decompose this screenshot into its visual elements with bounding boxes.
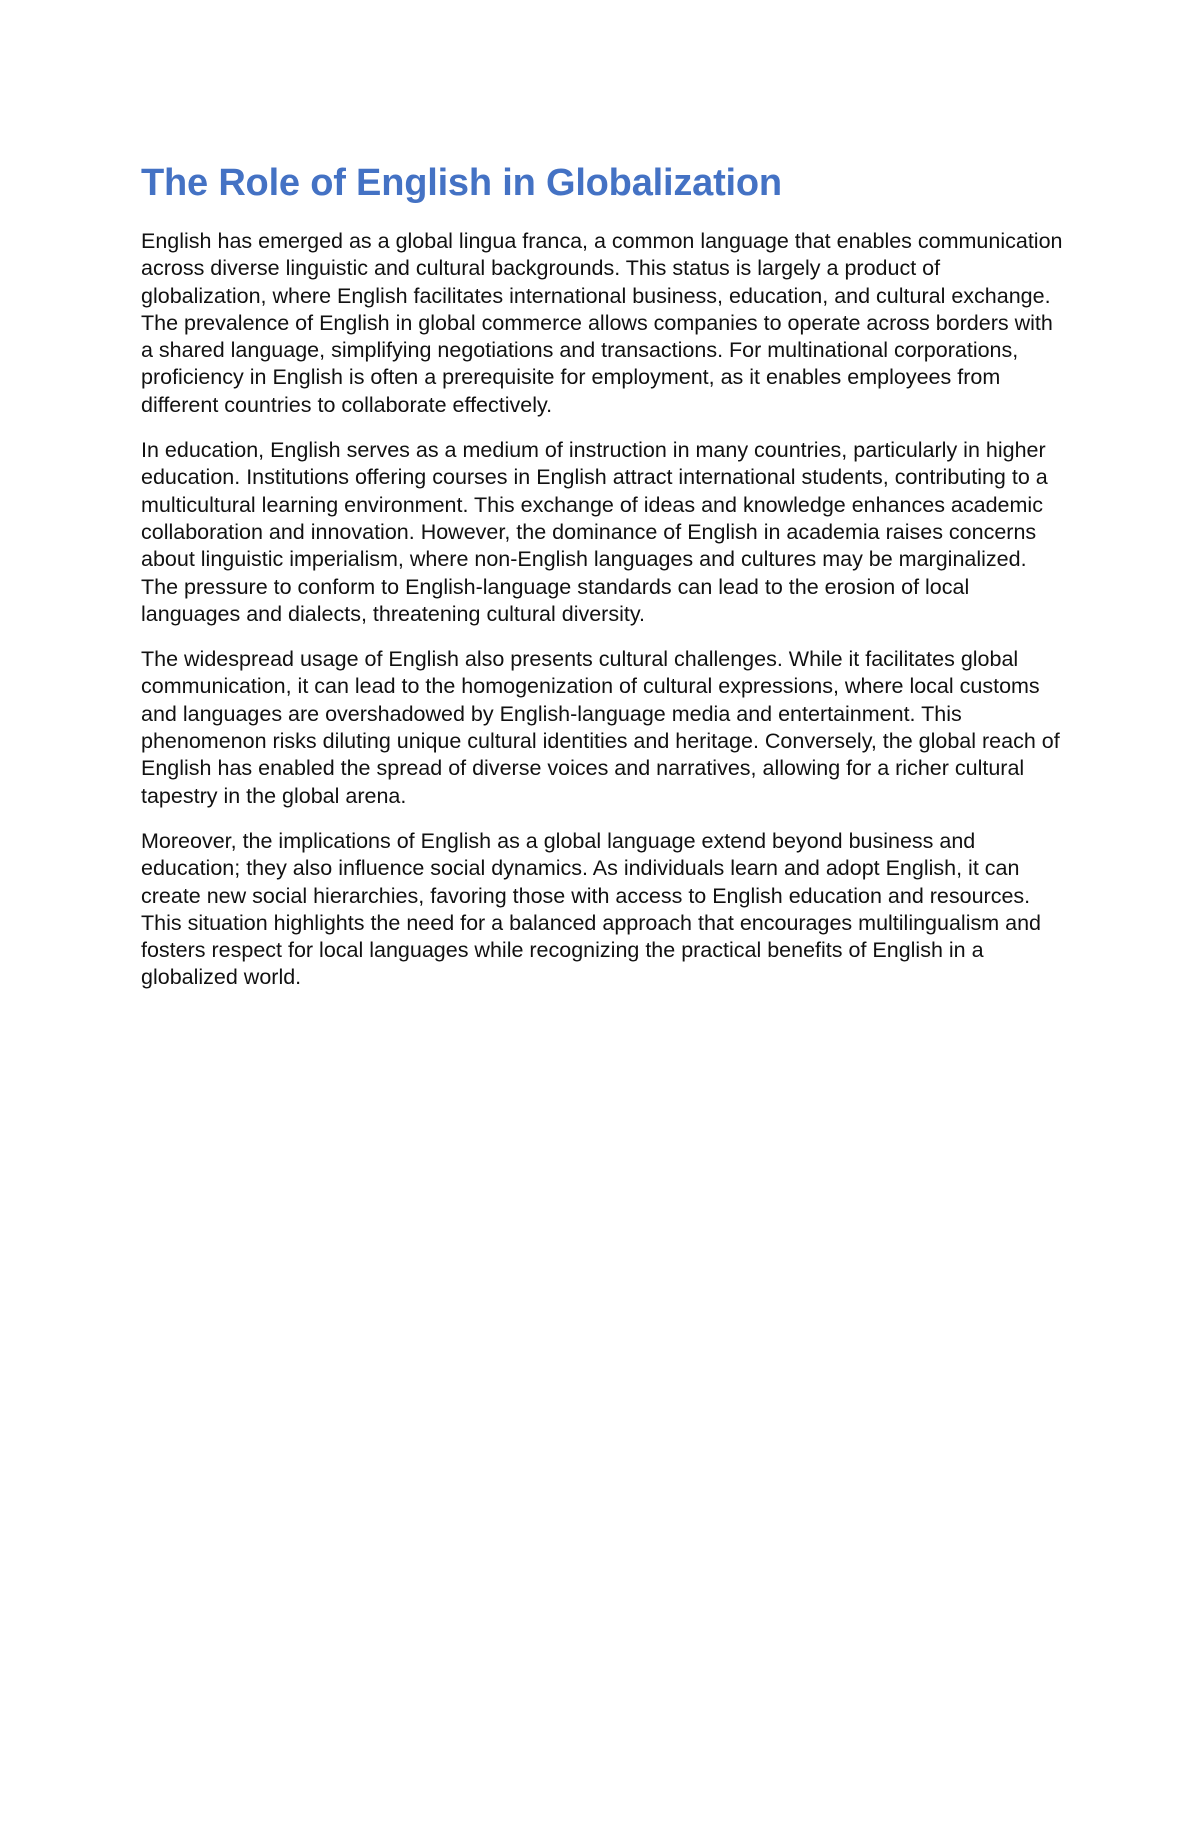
paragraph-education: In education, English serves as a medium of instruction in many countries, particularly in higher education. Institutions offering courses in English attract international students, contributing to a multicultural learning environment. This exchange of ideas and knowledge enhances academic collaboration and innovation. However, the dominance of English in academia raises concerns about linguistic imperialism, where non-English languages and cultures may be marginalized. The pressure to conform to English-language standards can lead to the erosion of local languages and dialects, threatening cultural diversity. bbox=[141, 438, 1048, 626]
paragraph-social: Moreover, the implications of English as a global language extend beyond business and education; they also influence social dynamics. As individuals learn and adopt English, it can create new social hierarchies, favoring those with access to English education and resources. This situation highlights the need for a balanced approach that encourages multilingualism and fosters respect for local languages while recognizing the practical benefits of English in a globalized world. bbox=[141, 828, 1041, 990]
paragraph-business: English has emerged as a global lingua franca, a common language that enables communication across diverse linguistic and cultural backgrounds. This status is largely a product of globalization, where English facilitates international business, education, and cultural exchange. The prevalence of English in global commerce allows companies to operate across borders with a shared language, simplifying negotiations and transactions. For multinational corporations, proficiency in English is often a prerequisite for employment, as it enables employees from different countries to collaborate effectively. bbox=[141, 229, 1063, 417]
paragraph-culture: The widespread usage of English also presents cultural challenges. While it facilitates global communication, it can lead to the homogenization of cultural expressions, where local customs and languages are overshadowed by English-language media and entertainment. This phenomenon risks diluting unique cultural identities and heritage. Conversely, the global reach of English has enabled the spread of diverse voices and narratives, allowing for a richer cultural tapestry in the global arena. bbox=[141, 647, 1060, 808]
document-body bbox=[141, 160, 1066, 1010]
document-title: The Role of English in Globalization bbox=[141, 162, 782, 204]
